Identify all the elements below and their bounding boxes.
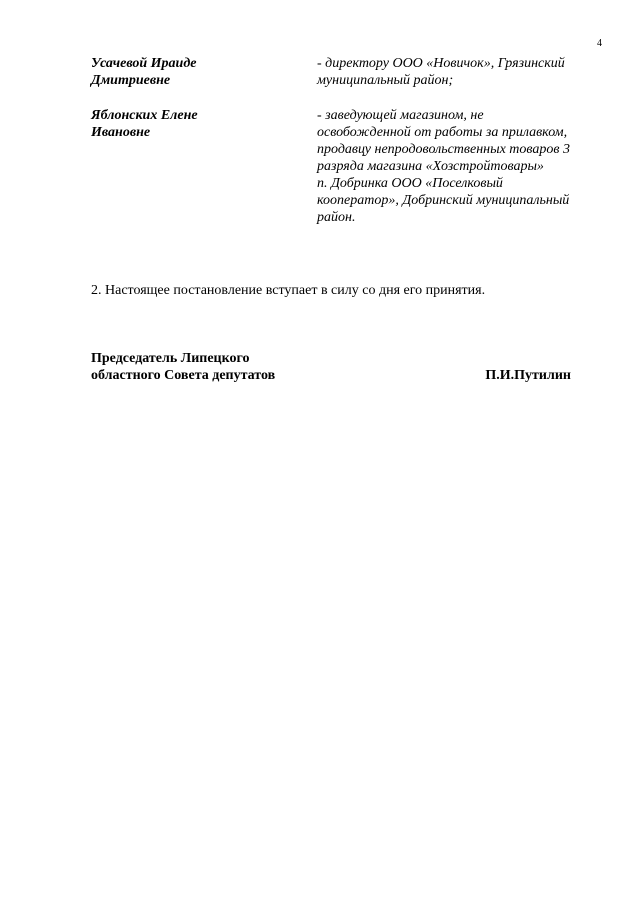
awardee-entry <box>91 107 611 226</box>
signature-title: Председатель Липецкого областного Совета депутатов <box>91 351 276 383</box>
signature-name: П.И.Путилин <box>485 368 571 383</box>
signature-block <box>91 350 571 384</box>
awardee-name: Яблонских Елене Ивановне <box>91 108 198 140</box>
awardee-position: - заведующей магазином, не освобожденной от работы за прилавком, продавцу непродовольственных товаров 3 разряда магазина «Хозстройтовары» п. Добринка ООО «Поселковый кооператор», Добринский муниципальный район. <box>317 108 570 225</box>
awardee-entry <box>91 55 611 89</box>
page-number: 4 <box>597 38 602 49</box>
awardee-position: - директору ООО «Новичок», Грязинский муниципальный район; <box>317 56 565 88</box>
clause-effective-date: 2. Настоящее постановление вступает в силу со дня его принятия. <box>91 283 486 298</box>
awardee-name: Усачевой Ираиде Дмитриевне <box>91 56 197 88</box>
